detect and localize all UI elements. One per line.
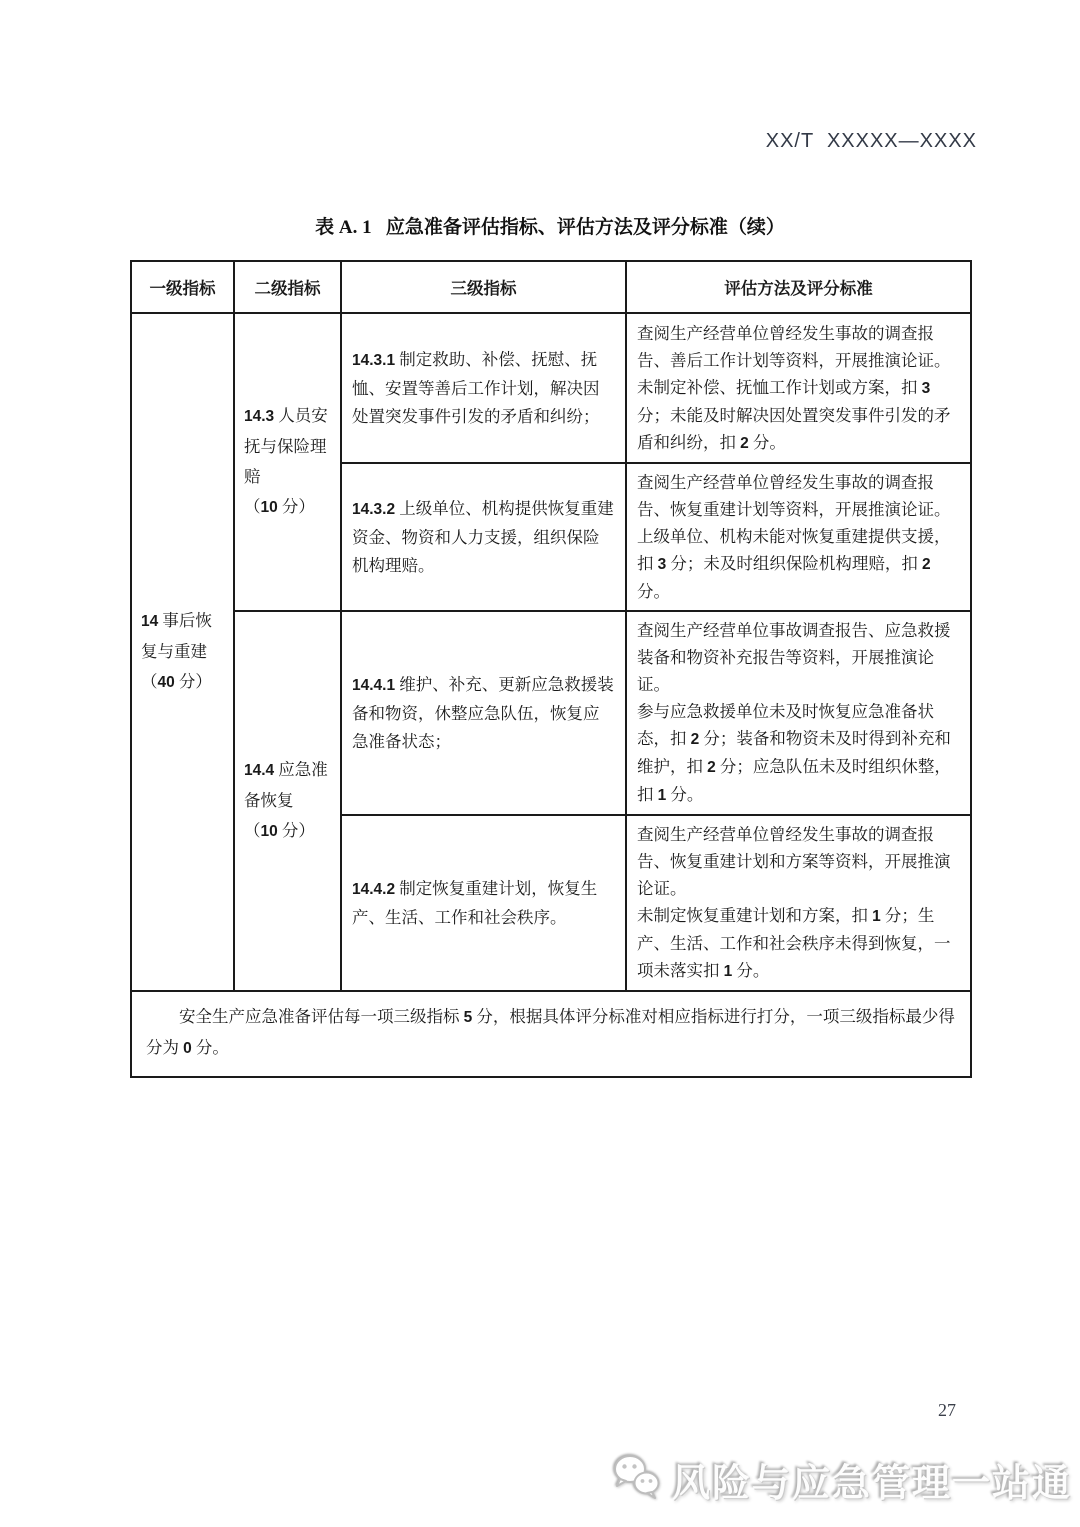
header-level1: 一级指标 — [131, 261, 234, 313]
cell-evaluation-14-3-2: 查阅生产经营单位曾经发生事故的调查报告、恢复重建计划等资料，开展推演论证。 上级单位、机构未能对恢复重建提供支援，扣 3 分；未及时组织保险机构理赔，扣 2 分。 — [626, 463, 971, 611]
cell-evaluation-14-3-1: 查阅生产经营单位曾经发生事故的调查报告、善后工作计划等资料，开展推演论证。 未制定补偿、抚恤工作计划或方案，扣 3 分；未能及时解决因处置突发事件引发的矛盾和纠纷，扣 2 分。 — [626, 313, 971, 463]
cell-indicator-14-3-2: 14.3.2 上级单位、机构提供恢复重建资金、物资和人力支援，组织保险机构理赔。 — [341, 463, 626, 611]
watermark-text: 风险与应急管理一站通 — [671, 1463, 1072, 1505]
wechat-icon — [610, 1452, 664, 1507]
header-evaluation: 评估方法及评分标准 — [626, 261, 971, 313]
cell-level2-14-4: 14.4 应急准备恢复 （10 分） — [234, 611, 341, 991]
table-row — [131, 313, 971, 463]
cell-evaluation-14-4-2: 查阅生产经营单位曾经发生事故的调查报告、恢复重建计划和方案等资料，开展推演论证。 未制定恢复重建计划和方案，扣 1 分；生产、生活、工作和社会秩序未得到恢复，一项未落实扣 1 分。 — [626, 815, 971, 991]
table-title: 表 A. 1 应急准备评估指标、评估方法及评分标准（续） — [315, 217, 785, 238]
header-level3: 三级指标 — [341, 261, 626, 313]
header-level2: 二级指标 — [234, 261, 341, 313]
table-note-row — [131, 991, 971, 1077]
watermark — [610, 1452, 1072, 1507]
evaluation-criteria-table — [130, 260, 972, 1078]
cell-indicator-14-4-1: 14.4.1 维护、补充、更新应急救援装备和物资，休整应急队伍，恢复应急准备状态； — [341, 611, 626, 815]
cell-indicator-14-3-1: 14.3.1 制定救助、补偿、抚慰、抚恤、安置等善后工作计划，解决因处置突发事件引发的矛盾和纠纷； — [341, 313, 626, 463]
cell-scoring-note: 安全生产应急准备评估每一项三级指标 5 分，根据具体评分标准对相应指标进行打分，一项三级指标最少得分为 0 分。 — [131, 991, 971, 1077]
table-header-row — [131, 261, 971, 313]
cell-evaluation-14-4-1: 查阅生产经营单位事故调查报告、应急救援装备和物资补充报告等资料，开展推演论证。 参与应急救援单位未及时恢复应急准备状态，扣 2 分；装备和物资未及时得到补充和维护，扣 2 分；应急队伍未及时组织休整，扣 1 分。 — [626, 611, 971, 815]
cell-level2-14-3: 14.3 人员安抚与保险理赔 （10 分） — [234, 313, 341, 611]
cell-indicator-14-4-2: 14.4.2 制定恢复重建计划，恢复生产、生活、工作和社会秩序。 — [341, 815, 626, 991]
page-number: 27 — [938, 1400, 956, 1420]
cell-level1-14: 14 事后恢复与重建 （40 分） — [131, 313, 234, 991]
table-row — [131, 611, 971, 815]
standard-doc-code: XX/T XXXXX—XXXX — [765, 130, 977, 152]
